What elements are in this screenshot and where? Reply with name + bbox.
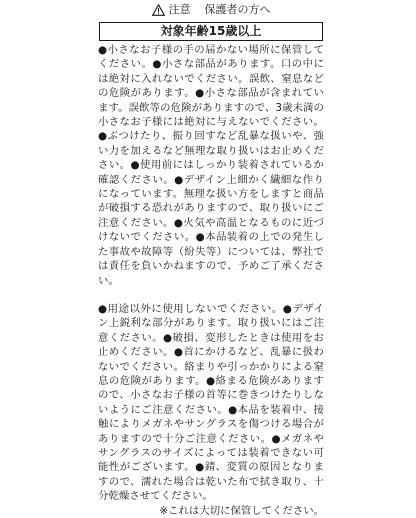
warning-label — [96, 0, 326, 517]
footer-note: ※これは大切に保管してください。 — [159, 504, 324, 517]
guardian-label: 保護者の方へ — [204, 3, 271, 16]
warning-paragraph-2: ●用途以外に使用しないでください。●デザイン上鋭利な部分があります。取り扱いにはご注意ください。●破損、変形したときは使用をお止めください。●首にかけるなど、乱暴に扱わないでください。絡まりや引っかかりによる窒息の危険があります。●絡まる危険がありますので、小さなお子様の首等に巻きつけたりしないようにご注意ください。●本品を装着中、接触によりメガネやサングラスを傷つける場合がありますので十分ご注意ください。●メガネやサングラスのサイズによっては装着できない可能性がございます。●錆、変質の原因となりますので、濡れた場合は乾いた布で拭き取り、十分乾燥させてください。 — [98, 302, 324, 503]
caution-label: 注意 — [168, 3, 191, 16]
age-notice: 対象年齢15歳以上 — [99, 22, 323, 41]
paragraph-spacer — [96, 288, 326, 300]
warning-paragraph-1: ●小さなお子様の手の届かない場所に保管してください。●小さな部品があります。口の中には絶対に入れないでください。誤飲、窒息などの危険があります。●小さな部品が含まれています。誤飲等の危険がありますので、3歳未満の小さなお子様には絶対に与えないでください。●ぶつけたり、振り回すなど乱暴な扱いや、強い力を加えるなど無理な取り扱いはお止めください。●使用前にはしっかり装着されているか確認ください。●デザイン上細かく繊細な作りになっています。無理な扱い方をしますと商品が破損する恐れがありますので、取り扱いにご注意ください。●火気や高温となるものに近づけないでください。●本品装着の上での発生した事故や故障等（紛失等）については、弊社では責任を負いかねますので、予めご了承ください。 — [98, 44, 324, 287]
caution-header — [96, 0, 326, 20]
warning-triangle-icon — [152, 4, 165, 16]
